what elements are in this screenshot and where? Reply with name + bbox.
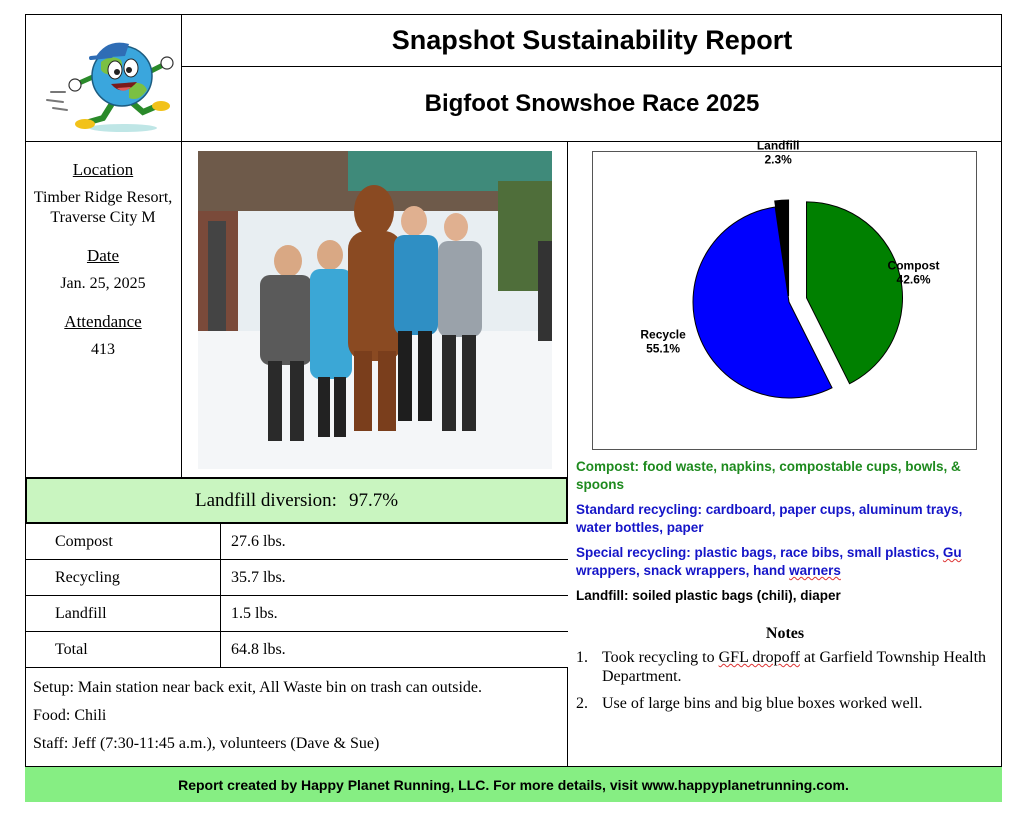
- weight-amount: 1.5 lbs.: [231, 604, 278, 622]
- attendance-label: Attendance: [64, 312, 142, 331]
- setup-details: [25, 668, 568, 766]
- weight-amount: 35.7 lbs.: [231, 568, 286, 586]
- note-text: Use of large bins and big blue boxes worked well.: [602, 695, 923, 712]
- happy-planet-logo: [25, 14, 182, 142]
- special-text: wrappers, snack wrappers, hand: [576, 563, 790, 578]
- pie-label-value: 55.1%: [646, 341, 681, 356]
- weight-category: Compost: [25, 524, 221, 559]
- setup-text: Setup: Main station near back exit, All Waste bin on trash can outside.: [33, 679, 482, 696]
- note-part: GFL dropoff: [718, 649, 800, 666]
- pie-label-value: 2.3%: [764, 152, 792, 167]
- standard-recycling-legend: Standard recycling: cardboard, paper cups, aluminum trays, water bottles, paper: [576, 502, 963, 535]
- diversion-label: Landfill diversion:: [194, 489, 337, 511]
- table-row: [25, 524, 568, 560]
- weight-category: Recycling: [25, 560, 221, 595]
- waste-pie-chart: [592, 138, 977, 450]
- report-title: Snapshot Sustainability Report: [182, 14, 1002, 67]
- note-number: 2.: [576, 695, 588, 712]
- pie-label-value: 42.6%: [896, 272, 931, 287]
- date-label: Date: [86, 246, 120, 265]
- food-text: Food: Chili: [33, 707, 107, 724]
- staff-text: Staff: Jeff (7:30-11:45 a.m.), volunteers (Dave & Sue): [33, 735, 380, 752]
- note-part: Took recycling to: [602, 649, 719, 666]
- location-label: Location: [72, 160, 134, 179]
- pie-slice-compost: [807, 202, 903, 384]
- attendance-value: 413: [91, 341, 115, 358]
- table-row: [25, 596, 568, 632]
- pie-label-name: Recycle: [640, 327, 686, 342]
- logo-cell: [25, 14, 182, 142]
- date-value: Jan. 25, 2025: [60, 275, 146, 292]
- table-row: [25, 560, 568, 596]
- table-row: [25, 632, 568, 668]
- event-title: Bigfoot Snowshoe Race 2025: [182, 67, 1002, 142]
- location-value: Timber Ridge Resort, Traverse City M: [33, 189, 173, 226]
- weight-category: Total: [25, 632, 221, 667]
- pie-label-name: Compost: [887, 258, 940, 273]
- diversion-value: 97.7%: [348, 489, 399, 511]
- note-text: [602, 648, 996, 686]
- special-text: Gu: [942, 545, 962, 560]
- special-text: warners: [789, 563, 841, 578]
- event-photo: [198, 151, 552, 469]
- special-text: Special recycling: plastic bags, race bibs, small plastics,: [576, 545, 943, 560]
- event-info: [25, 142, 182, 477]
- compost-legend: Compost: food waste, napkins, compostable cups, bowls, & spoons: [576, 459, 961, 492]
- right-column: [568, 138, 1002, 766]
- landfill-legend: Landfill: soiled plastic bags (chili), diaper: [576, 588, 841, 603]
- notes-list: [576, 648, 996, 721]
- report-footer: Report created by Happy Planet Running, LLC. For more details, visit www.happyplanetrunning.com.: [25, 766, 1002, 802]
- weights-table: [25, 524, 568, 668]
- weight-amount: 27.6 lbs.: [231, 532, 286, 550]
- list-item: [576, 694, 996, 713]
- notes-title: Notes: [765, 625, 805, 642]
- weight-category: Landfill: [25, 596, 221, 631]
- list-item: [576, 648, 996, 686]
- special-recycling-legend: [576, 544, 996, 580]
- weight-amount: 64.8 lbs.: [231, 640, 286, 658]
- photo-cell: [182, 142, 568, 477]
- note-part: at Garfield Township Health Department.: [602, 649, 987, 685]
- note-number: 1.: [576, 649, 588, 666]
- pie-label-name: Landfill: [756, 138, 800, 153]
- landfill-diversion-banner: [25, 477, 568, 524]
- waste-legend: [576, 458, 996, 612]
